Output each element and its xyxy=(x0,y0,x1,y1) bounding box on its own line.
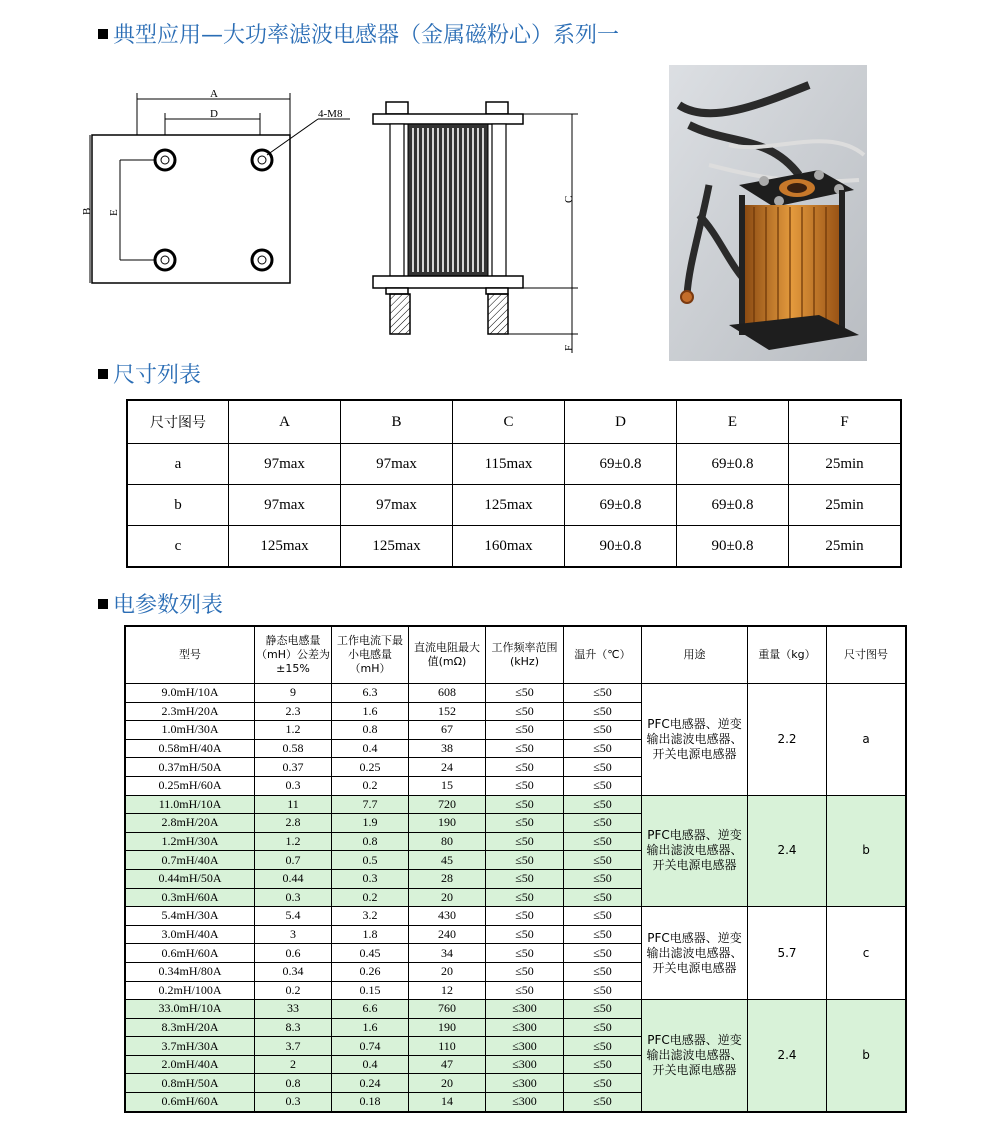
mounting-leg xyxy=(488,294,508,334)
param-header-cell: 用途 xyxy=(642,626,748,684)
param-cell: 24 xyxy=(409,758,486,777)
table-cell: 25min xyxy=(789,526,902,568)
weight-cell: 5.7 xyxy=(748,907,827,1000)
param-header-cell: 静态电感量（mH）公差为±15% xyxy=(255,626,332,684)
param-cell: 0.8 xyxy=(255,1074,332,1093)
param-cell: 1.6 xyxy=(332,1018,409,1037)
param-cell: 0.58 xyxy=(255,739,332,758)
param-cell: ≤50 xyxy=(486,758,564,777)
param-cell: 3.2 xyxy=(332,907,409,926)
param-cell: 720 xyxy=(409,795,486,814)
model-cell: 0.25mH/60A xyxy=(125,776,255,795)
dim-label-d: D xyxy=(210,108,218,120)
table-header-cell: E xyxy=(677,400,789,444)
mounting-hole xyxy=(155,150,175,170)
param-cell: ≤50 xyxy=(486,814,564,833)
param-header-cell: 温升（℃） xyxy=(564,626,642,684)
param-cell: ≤50 xyxy=(486,795,564,814)
param-cell: 0.26 xyxy=(332,962,409,981)
param-cell: ≤50 xyxy=(564,962,642,981)
param-cell: 0.34 xyxy=(255,962,332,981)
param-cell: 7.7 xyxy=(332,795,409,814)
model-cell: 11.0mH/10A xyxy=(125,795,255,814)
bullet-icon xyxy=(98,29,108,39)
param-cell: 190 xyxy=(409,814,486,833)
table-cell: 115max xyxy=(453,444,565,485)
param-cell: 0.8 xyxy=(332,832,409,851)
param-row xyxy=(125,1000,906,1019)
param-cell: ≤50 xyxy=(564,944,642,963)
param-cell: 14 xyxy=(409,1093,486,1112)
dim-label-a: A xyxy=(210,88,218,100)
param-cell: ≤50 xyxy=(564,925,642,944)
usage-cell: PFC电感器、逆变输出滤波电感器、开关电源电感器 xyxy=(642,1000,748,1112)
param-cell: 20 xyxy=(409,888,486,907)
weight-cell: 2.2 xyxy=(748,684,827,796)
param-cell: 0.3 xyxy=(255,776,332,795)
param-cell: 760 xyxy=(409,1000,486,1019)
table-row xyxy=(127,444,901,485)
top-view-drawing xyxy=(80,85,365,300)
table-cell: 97max xyxy=(341,444,453,485)
model-cell: 1.0mH/30A xyxy=(125,721,255,740)
model-cell: 3.0mH/40A xyxy=(125,925,255,944)
dim-label-f: F xyxy=(563,344,575,351)
model-cell: 0.44mH/50A xyxy=(125,869,255,888)
param-cell: ≤50 xyxy=(486,776,564,795)
param-cell: ≤300 xyxy=(486,1074,564,1093)
side-view-drawing xyxy=(368,95,588,357)
param-cell: ≤50 xyxy=(564,851,642,870)
param-cell: ≤50 xyxy=(486,944,564,963)
mounting-hole xyxy=(155,250,175,270)
param-cell: ≤50 xyxy=(564,795,642,814)
param-cell: ≤50 xyxy=(564,1055,642,1074)
table-cell: 160max xyxy=(453,526,565,568)
dim-label-e: E xyxy=(108,209,120,216)
param-cell: ≤50 xyxy=(564,888,642,907)
param-cell: ≤50 xyxy=(564,1074,642,1093)
param-cell: 152 xyxy=(409,702,486,721)
param-cell: ≤50 xyxy=(564,907,642,926)
param-cell: 190 xyxy=(409,1018,486,1037)
mounting-leg xyxy=(390,294,410,334)
model-cell: 5.4mH/30A xyxy=(125,907,255,926)
table-cell: b xyxy=(127,485,229,526)
param-cell: ≤300 xyxy=(486,1037,564,1056)
param-cell: 0.3 xyxy=(255,888,332,907)
dimensions-title xyxy=(98,358,201,389)
param-row xyxy=(125,684,906,703)
bottom-plate xyxy=(373,276,523,288)
param-cell: 0.6 xyxy=(255,944,332,963)
mounting-hole xyxy=(252,250,272,270)
param-cell: ≤50 xyxy=(486,851,564,870)
size-code-cell: b xyxy=(827,1000,907,1112)
param-cell: ≤50 xyxy=(486,869,564,888)
param-cell: 2.3 xyxy=(255,702,332,721)
param-cell: 110 xyxy=(409,1037,486,1056)
param-cell: 0.24 xyxy=(332,1074,409,1093)
param-cell: 0.45 xyxy=(332,944,409,963)
table-cell: 125max xyxy=(229,526,341,568)
param-cell: ≤50 xyxy=(564,1000,642,1019)
param-header-cell: 重量（kg） xyxy=(748,626,827,684)
model-cell: 0.58mH/40A xyxy=(125,739,255,758)
main-title xyxy=(98,18,619,49)
table-header-cell: F xyxy=(789,400,902,444)
dim-label-c: C xyxy=(563,195,575,203)
parameter-table xyxy=(124,625,907,1113)
param-cell: ≤50 xyxy=(564,1018,642,1037)
bullet-icon xyxy=(98,599,108,609)
param-cell: 5.4 xyxy=(255,907,332,926)
param-cell: 6.3 xyxy=(332,684,409,703)
param-cell: 608 xyxy=(409,684,486,703)
weight-cell: 2.4 xyxy=(748,795,827,907)
param-cell: 0.8 xyxy=(332,721,409,740)
size-code-cell: a xyxy=(827,684,907,796)
param-cell: 0.4 xyxy=(332,739,409,758)
param-header-cell: 型号 xyxy=(125,626,255,684)
table-header-cell: C xyxy=(453,400,565,444)
param-cell: ≤50 xyxy=(564,684,642,703)
size-code-cell: b xyxy=(827,795,907,907)
param-cell: 1.2 xyxy=(255,832,332,851)
model-cell: 2.8mH/20A xyxy=(125,814,255,833)
param-cell: 0.15 xyxy=(332,981,409,1000)
table-cell: 69±0.8 xyxy=(677,444,789,485)
param-cell: 0.37 xyxy=(255,758,332,777)
param-cell: ≤50 xyxy=(486,981,564,1000)
usage-cell: PFC电感器、逆变输出滤波电感器、开关电源电感器 xyxy=(642,907,748,1000)
model-cell: 9.0mH/10A xyxy=(125,684,255,703)
param-header-cell: 直流电阻最大值(mΩ) xyxy=(409,626,486,684)
param-cell: ≤50 xyxy=(486,925,564,944)
model-cell: 0.6mH/60A xyxy=(125,944,255,963)
param-cell: ≤50 xyxy=(564,1093,642,1112)
param-cell: ≤50 xyxy=(564,981,642,1000)
param-cell: ≤300 xyxy=(486,1055,564,1074)
param-cell: ≤50 xyxy=(564,776,642,795)
param-cell: ≤50 xyxy=(564,832,642,851)
param-cell: ≤50 xyxy=(564,1037,642,1056)
param-cell: ≤50 xyxy=(564,739,642,758)
table-header-row xyxy=(127,400,901,444)
params-title-text: 电参数列表 xyxy=(113,593,224,618)
param-cell: 2.8 xyxy=(255,814,332,833)
table-cell: 125max xyxy=(453,485,565,526)
param-cell: ≤50 xyxy=(564,869,642,888)
product-photo xyxy=(669,65,867,361)
param-cell: 3 xyxy=(255,925,332,944)
param-cell: 20 xyxy=(409,1074,486,1093)
table-header-cell: A xyxy=(229,400,341,444)
table-cell: 69±0.8 xyxy=(565,485,677,526)
param-cell: 0.25 xyxy=(332,758,409,777)
usage-cell: PFC电感器、逆变输出滤波电感器、开关电源电感器 xyxy=(642,795,748,907)
table-header-cell: D xyxy=(565,400,677,444)
param-cell: 0.2 xyxy=(332,888,409,907)
param-cell: ≤50 xyxy=(564,702,642,721)
param-cell: 1.6 xyxy=(332,702,409,721)
param-cell: 0.5 xyxy=(332,851,409,870)
param-cell: ≤50 xyxy=(564,814,642,833)
param-cell: 67 xyxy=(409,721,486,740)
table-cell: 25min xyxy=(789,485,902,526)
param-cell: ≤300 xyxy=(486,1018,564,1037)
table-cell: a xyxy=(127,444,229,485)
param-row xyxy=(125,795,906,814)
param-cell: 1.2 xyxy=(255,721,332,740)
top-plate xyxy=(373,114,523,124)
param-cell: 11 xyxy=(255,795,332,814)
model-cell: 8.3mH/20A xyxy=(125,1018,255,1037)
param-cell: 0.3 xyxy=(332,869,409,888)
param-header-row xyxy=(125,626,906,684)
param-cell: ≤300 xyxy=(486,1000,564,1019)
weight-cell: 2.4 xyxy=(748,1000,827,1112)
param-cell: 0.3 xyxy=(255,1093,332,1112)
param-cell: 12 xyxy=(409,981,486,1000)
param-cell: 28 xyxy=(409,869,486,888)
table-cell: c xyxy=(127,526,229,568)
table-cell: 97max xyxy=(229,444,341,485)
param-cell: 34 xyxy=(409,944,486,963)
table-header-cell: 尺寸图号 xyxy=(127,400,229,444)
table-cell: 90±0.8 xyxy=(565,526,677,568)
table-header-cell: B xyxy=(341,400,453,444)
param-header-cell: 工作电流下最小电感量（mH） xyxy=(332,626,409,684)
param-cell: 0.74 xyxy=(332,1037,409,1056)
param-cell: 38 xyxy=(409,739,486,758)
param-cell: ≤50 xyxy=(486,702,564,721)
table-row xyxy=(127,526,901,568)
param-cell: 0.7 xyxy=(255,851,332,870)
param-cell: 33 xyxy=(255,1000,332,1019)
param-cell: 2 xyxy=(255,1055,332,1074)
table-cell: 125max xyxy=(341,526,453,568)
model-cell: 2.0mH/40A xyxy=(125,1055,255,1074)
usage-cell: PFC电感器、逆变输出滤波电感器、开关电源电感器 xyxy=(642,684,748,796)
model-cell: 0.2mH/100A xyxy=(125,981,255,1000)
table-cell: 69±0.8 xyxy=(677,485,789,526)
model-cell: 1.2mH/30A xyxy=(125,832,255,851)
param-cell: 9 xyxy=(255,684,332,703)
param-cell: 20 xyxy=(409,962,486,981)
param-cell: ≤50 xyxy=(486,832,564,851)
param-cell: 3.7 xyxy=(255,1037,332,1056)
label-4-m8: 4-M8 xyxy=(318,108,343,120)
model-cell: 33.0mH/10A xyxy=(125,1000,255,1019)
param-header-cell: 尺寸图号 xyxy=(827,626,907,684)
param-cell: 0.4 xyxy=(332,1055,409,1074)
param-cell: ≤50 xyxy=(486,739,564,758)
model-cell: 2.3mH/20A xyxy=(125,702,255,721)
param-cell: 80 xyxy=(409,832,486,851)
param-cell: ≤300 xyxy=(486,1093,564,1112)
param-header-cell: 工作频率范围(kHz) xyxy=(486,626,564,684)
param-cell: 45 xyxy=(409,851,486,870)
dim-label-b: B xyxy=(81,207,93,215)
param-cell: 6.6 xyxy=(332,1000,409,1019)
param-cell: ≤50 xyxy=(486,907,564,926)
param-cell: 430 xyxy=(409,907,486,926)
size-code-cell: c xyxy=(827,907,907,1000)
param-cell: 0.18 xyxy=(332,1093,409,1112)
param-cell: 1.9 xyxy=(332,814,409,833)
table-row xyxy=(127,485,901,526)
model-cell: 0.7mH/40A xyxy=(125,851,255,870)
param-cell: 47 xyxy=(409,1055,486,1074)
model-cell: 0.8mH/50A xyxy=(125,1074,255,1093)
param-cell: 0.2 xyxy=(332,776,409,795)
dimensions-title-text: 尺寸列表 xyxy=(113,363,202,388)
param-cell: 240 xyxy=(409,925,486,944)
table-cell: 90±0.8 xyxy=(677,526,789,568)
model-cell: 0.3mH/60A xyxy=(125,888,255,907)
param-cell: 1.8 xyxy=(332,925,409,944)
table-cell: 25min xyxy=(789,444,902,485)
model-cell: 0.37mH/50A xyxy=(125,758,255,777)
model-cell: 0.34mH/80A xyxy=(125,962,255,981)
param-cell: ≤50 xyxy=(486,888,564,907)
table-cell: 97max xyxy=(341,485,453,526)
param-cell: 0.44 xyxy=(255,869,332,888)
param-cell: ≤50 xyxy=(564,758,642,777)
bullet-icon xyxy=(98,369,108,379)
param-cell: 8.3 xyxy=(255,1018,332,1037)
table-cell: 97max xyxy=(229,485,341,526)
param-cell: ≤50 xyxy=(486,962,564,981)
param-cell: 15 xyxy=(409,776,486,795)
param-cell: ≤50 xyxy=(486,721,564,740)
model-cell: 3.7mH/30A xyxy=(125,1037,255,1056)
param-cell: ≤50 xyxy=(486,684,564,703)
param-cell: 0.2 xyxy=(255,981,332,1000)
param-row xyxy=(125,907,906,926)
param-cell: ≤50 xyxy=(564,721,642,740)
params-title xyxy=(98,588,223,619)
dimension-table xyxy=(126,399,902,568)
main-title-text: 典型应用—大功率滤波电感器（金属磁粉心）系列一 xyxy=(113,23,620,48)
table-cell: 69±0.8 xyxy=(565,444,677,485)
model-cell: 0.6mH/60A xyxy=(125,1093,255,1112)
